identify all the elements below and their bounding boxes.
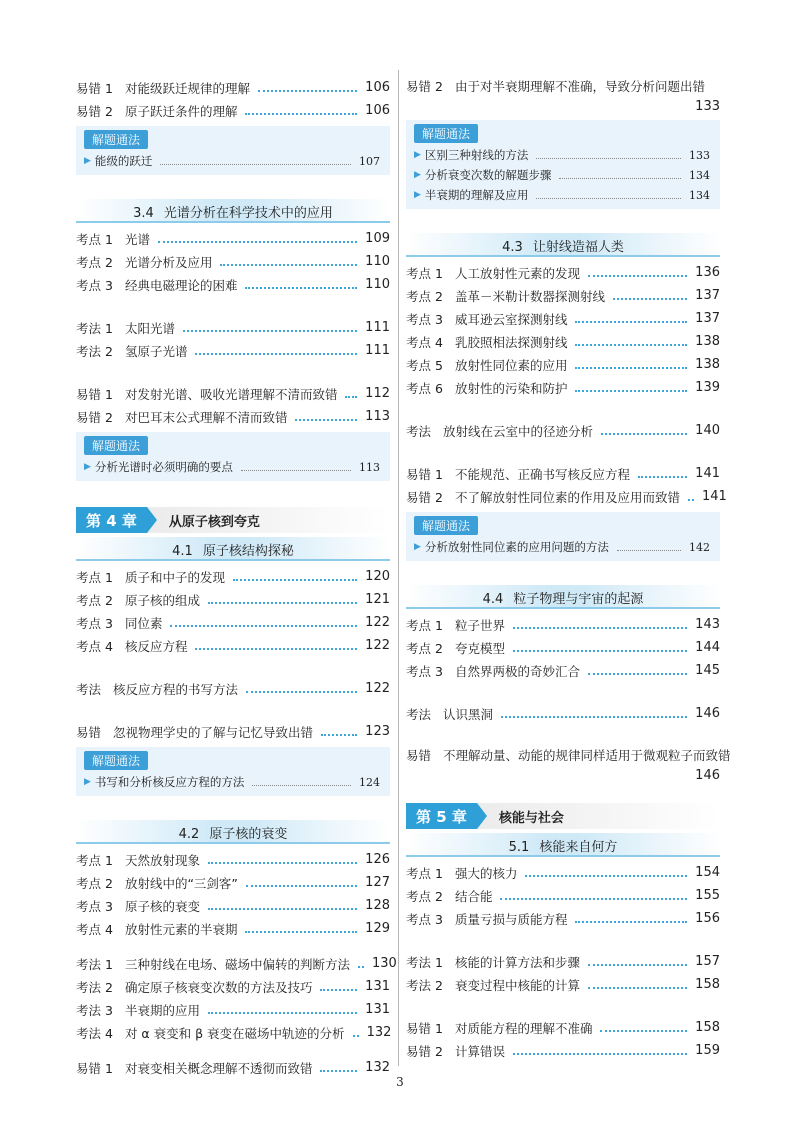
toc-entry[interactable]: 考法 2 确定原子核衰变次数的方法及技巧 131 (76, 979, 390, 995)
toc-entry[interactable]: 考点 3 原子核的衰变 128 (76, 898, 390, 914)
toc-entry[interactable]: 易错 2 计算错误 159 (406, 1043, 720, 1059)
toc-entry[interactable]: 考点 1 质子和中子的发现 120 (76, 569, 390, 585)
toc-left-column (76, 76, 397, 1079)
toc-entry[interactable]: 考点 4 放射性元素的半衰期 129 (76, 921, 390, 937)
toc-entry[interactable]: 易错 2 原子跃迁条件的理解 106 (76, 103, 390, 119)
toc-entry[interactable]: 考法 1 太阳光谱 111 (76, 320, 390, 336)
toc-group (76, 76, 390, 122)
triangle-bullet-icon: ▶ (414, 170, 421, 180)
chapter-badge: 第 4 章 (76, 507, 147, 533)
method-item[interactable]: ▶ 分析衰变次数的解题步骤 134 (414, 168, 710, 182)
toc-entry[interactable]: 考法 2 衰变过程中核能的计算 158 (406, 977, 720, 993)
section-header-5-1[interactable]: 5.1 核能来自何方 (406, 833, 720, 857)
toc-entry[interactable]: 考点 1 人工放射性元素的发现 136 (406, 265, 720, 281)
column-divider (398, 70, 399, 1066)
section-header-4-3[interactable]: 4.3 让射线造福人类 (406, 233, 720, 257)
toc-entry[interactable]: 考点 1 光谱 109 (76, 231, 390, 247)
toc-entry[interactable]: 考点 2 盖革－米勒计数器探测射线 137 (406, 288, 720, 304)
toc-entry[interactable]: 考法 认识黑洞 146 (406, 706, 720, 722)
section-header-3-4[interactable]: 3.4 光谱分析在科学技术中的应用 (76, 199, 390, 223)
triangle-bullet-icon: ▶ (84, 462, 91, 472)
toc-entry[interactable]: 考点 3 威耳逊云室探测射线 137 (406, 311, 720, 327)
chapter-header-5[interactable] (406, 803, 720, 829)
toc-entry[interactable]: 考法 4 对 α 衰变和 β 衰变在磁场中轨迹的分析 132 (76, 1025, 392, 1041)
toc-entry[interactable]: 易错 1 不能规范、正确书写核反应方程 141 (406, 466, 720, 482)
chapter-title: 核能与社会 (498, 810, 564, 826)
toc-entry[interactable]: 易错 1 对能级跃迁规律的理解 106 (76, 80, 390, 96)
toc-entry[interactable]: 考法 3 半衰期的应用 131 (76, 1002, 390, 1018)
toc-entry[interactable]: 易错 1 对质能方程的理解不准确 158 (406, 1020, 720, 1036)
toc-entry[interactable]: 考点 3 同位素 122 (76, 615, 390, 631)
toc-entry[interactable]: 考点 1 天然放射现象 126 (76, 852, 390, 868)
toc-entry[interactable]: 易错 1 对衰变相关概念理解不透彻而致错 132 (76, 1060, 390, 1076)
toc-entry[interactable]: 考点 1 强大的核力 154 (406, 865, 720, 881)
toc-entry[interactable]: 考点 2 原子核的组成 121 (76, 592, 390, 608)
toc-entry[interactable]: 考点 3 自然界两极的奇妙汇合 145 (406, 663, 720, 679)
toc-entry[interactable]: 考点 4 核反应方程 122 (76, 638, 390, 654)
toc-entry[interactable]: 考点 4 乳胶照相法探测射线 138 (406, 334, 720, 350)
toc-entry[interactable]: 考点 2 夸克模型 144 (406, 640, 720, 656)
triangle-bullet-icon: ▶ (414, 190, 421, 200)
toc-entry[interactable]: 易错 2 由于对半衰期理解不准确，导致分析问题出错 133 (406, 79, 720, 114)
toc-entry[interactable]: 易错 忽视物理学史的了解与记忆导致出错 123 (76, 724, 390, 740)
toc-entry[interactable]: 考法 1 三种射线在电场、磁场中偏转的判断方法 130 (76, 956, 397, 972)
toc-entry[interactable]: 考法 放射线在云室中的径迹分析 140 (406, 423, 720, 439)
method-title: 解题通法 (84, 751, 148, 770)
chapter-badge: 第 5 章 (406, 803, 477, 829)
method-box (76, 432, 390, 481)
method-item[interactable]: ▶ 半衰期的理解及应用 134 (414, 188, 710, 202)
chapter-header-4[interactable] (76, 507, 390, 533)
method-box (406, 120, 720, 209)
method-item[interactable]: ▶ 分析光谱时必须明确的要点 113 (84, 460, 380, 474)
toc-entry[interactable]: 易错 1 对发射光谱、吸收光谱理解不清而致错 112 (76, 386, 390, 402)
toc-entry[interactable]: 考法 2 氢原子光谱 111 (76, 343, 390, 359)
section-header-4-4[interactable]: 4.4 粒子物理与宇宙的起源 (406, 585, 720, 609)
page-number: 3 (396, 1075, 404, 1089)
method-title: 解题通法 (84, 130, 148, 149)
section-header-4-2[interactable]: 4.2 原子核的衰变 (76, 820, 390, 844)
toc-entry[interactable]: 考点 1 粒子世界 143 (406, 617, 720, 633)
triangle-bullet-icon: ▶ (414, 150, 421, 160)
toc-entry[interactable]: 考法 1 核能的计算方法和步骤 157 (406, 954, 720, 970)
method-title: 解题通法 (84, 436, 148, 455)
toc-entry[interactable]: 考点 2 结合能 155 (406, 888, 720, 904)
triangle-bullet-icon: ▶ (84, 777, 91, 787)
chapter-title: 从原子核到夸克 (168, 514, 260, 530)
toc-entry[interactable]: 考点 5 放射性同位素的应用 138 (406, 357, 720, 373)
toc-entry[interactable]: 易错 不理解动量、动能的规律同样适用于微观粒子而致错 146 (406, 748, 731, 783)
toc-entry[interactable]: 易错 2 不了解放射性同位素的作用及应用而致错 141 (406, 489, 727, 505)
toc-entry[interactable]: 考点 2 光谱分析及应用 110 (76, 254, 390, 270)
method-box (76, 126, 390, 175)
method-box (76, 747, 390, 796)
triangle-bullet-icon: ▶ (414, 542, 421, 552)
toc-right-column (406, 76, 731, 1062)
method-item[interactable]: ▶ 书写和分析核反应方程的方法 124 (84, 775, 380, 789)
triangle-bullet-icon: ▶ (84, 156, 91, 166)
method-item[interactable]: ▶ 能级的跃迁 107 (84, 154, 380, 168)
toc-entry[interactable]: 考法 核反应方程的书写方法 122 (76, 681, 390, 697)
method-title: 解题通法 (414, 516, 478, 535)
toc-entry[interactable]: 考点 6 放射性的污染和防护 139 (406, 380, 720, 396)
method-item[interactable]: ▶ 区别三种射线的方法 133 (414, 148, 710, 162)
method-box (406, 512, 720, 561)
toc-entry[interactable]: 考点 2 放射线中的“三剑客” 127 (76, 875, 390, 891)
toc-entry[interactable]: 易错 2 对巴耳末公式理解不清而致错 113 (76, 409, 390, 425)
method-title: 解题通法 (414, 124, 478, 143)
method-item[interactable]: ▶ 分析放射性同位素的应用问题的方法 142 (414, 540, 710, 554)
toc-entry[interactable]: 考点 3 质量亏损与质能方程 156 (406, 911, 720, 927)
toc-entry[interactable]: 考点 3 经典电磁理论的困难 110 (76, 277, 390, 293)
section-header-4-1[interactable]: 4.1 原子核结构探秘 (76, 537, 390, 561)
